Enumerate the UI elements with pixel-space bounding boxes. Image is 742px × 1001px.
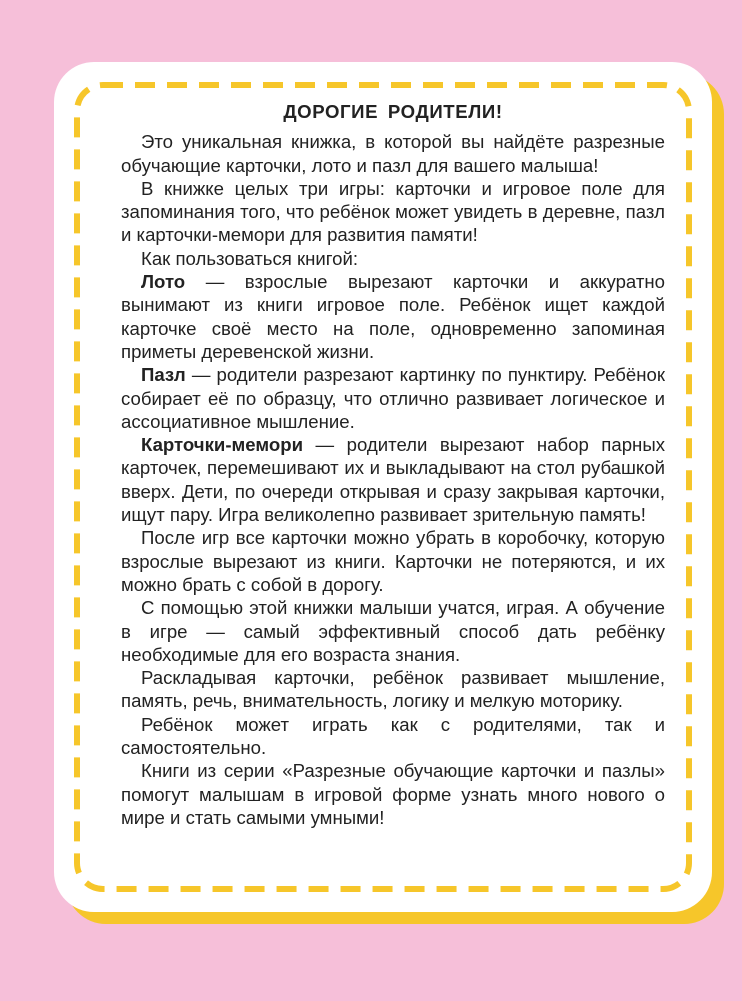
paragraph-text: Книги из серии «Разрезные обучающие карточки и пазлы» помогут малышам в игровой форме узнать много нового о мире и стать самыми умными! <box>121 760 665 828</box>
paragraph <box>121 596 665 666</box>
paragraph-text: Это уникальная книжка, в которой вы найдёте разрезные обучающие карточки, лото и пазл для вашего малыша! <box>121 131 665 176</box>
paragraph <box>121 433 665 526</box>
paragraph-text: — родители вырезают набор парных карточек, перемешивают их и выкладывают на стол рубашкой вверх. Дети, по очереди открывая и сразу закрывая карточки, ищут пару. Игра великолепно развивает зрительную память! <box>121 434 665 526</box>
page-title: ДОРОГИЕ РОДИТЕЛИ! <box>283 101 503 122</box>
paragraph-text: — родители разрезают картинку по пунктиру. Ребёнок собирает её по образцу, что отлично развивает логическое и ассоциативное мышление. <box>121 364 665 432</box>
paragraph <box>121 713 665 760</box>
paragraph-text: В книжке целых три игры: карточки и игровое поле для запоминания того, что ребёнок может увидеть в деревне, пазл и карточки-мемори для развития памяти! <box>121 177 665 246</box>
info-card <box>54 62 712 912</box>
paragraph-text: С помощью этой книжки малыши учатся, играя. А обучение в игре — самый эффективный способ дать ребёнку необходимые для его возраста знания. <box>121 597 665 665</box>
paragraph <box>121 666 665 713</box>
paragraph <box>121 363 665 433</box>
paragraph <box>121 247 665 270</box>
paragraph-bold-term: Лото <box>141 271 186 293</box>
paragraph-text: Раскладывая карточки, ребёнок развивает мышление, память, речь, внимательность, логику и мелкую моторику. <box>121 667 665 712</box>
paragraph-bold-term: Пазл <box>141 364 186 386</box>
paragraph-text: — взрослые вырезают карточки и аккуратно вынимают из книги игровое поле. Ребёнок ищет каждой карточке своё место на поле, одновременно запоминая приметы деревенской жизни. <box>121 271 665 362</box>
paragraph <box>121 759 665 829</box>
paragraph-list <box>121 130 665 829</box>
card-content <box>121 100 665 829</box>
paragraph <box>121 177 665 247</box>
paragraph-bold-term: Карточки-мемори <box>141 434 304 456</box>
paragraph-text: Ребёнок может играть как с родителями, так и самостоятельно. <box>121 713 665 759</box>
paragraph <box>121 270 665 363</box>
paragraph <box>121 526 665 596</box>
paragraph-text: Как пользоваться книгой: <box>141 247 359 269</box>
paragraph-text: После игр все карточки можно убрать в коробочку, которую взрослые вырезают из книги. Карточки не потеряются, и их можно брать с собой в дорогу. <box>121 527 665 595</box>
paragraph <box>121 130 665 177</box>
